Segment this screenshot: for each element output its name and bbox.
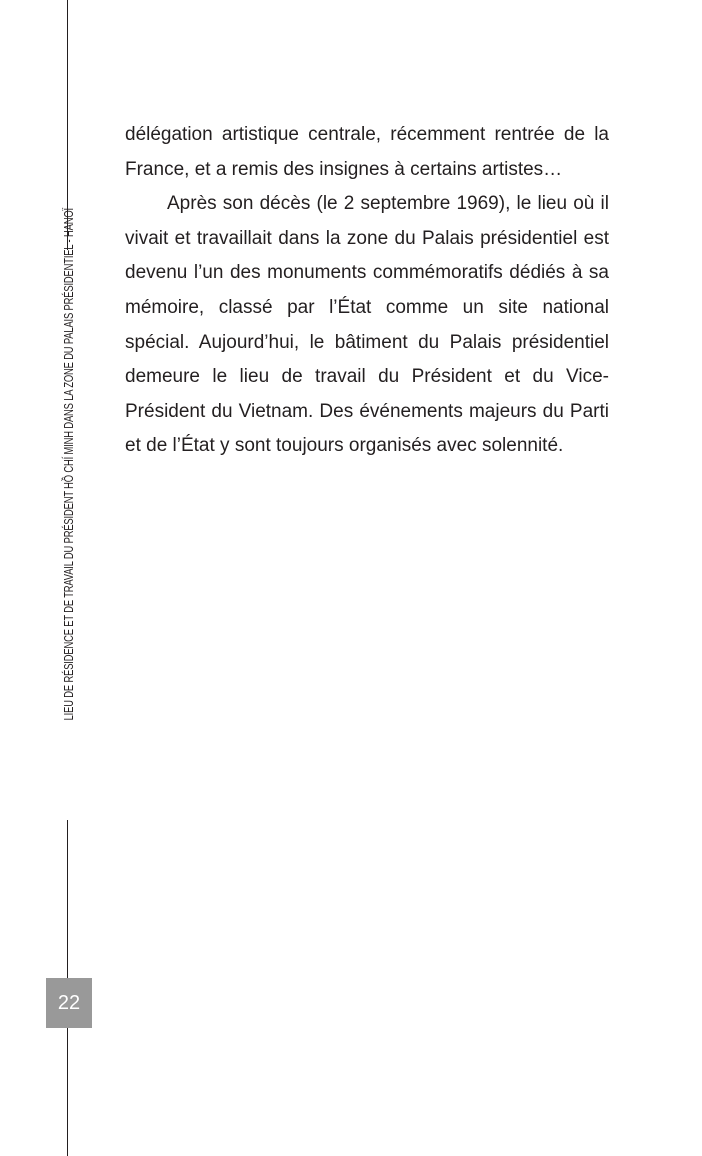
margin-rule-bottom bbox=[67, 1028, 68, 1156]
margin-rule-middle bbox=[67, 820, 68, 978]
running-title bbox=[60, 208, 76, 820]
paragraph: délégation artistique centrale, récemment rentrée de la France, et a remis des insignes à certains artistes… bbox=[125, 124, 609, 180]
running-title-text: LIEU DE RÉSIDENCE ET DE TRAVAIL DU PRÉSIDENT HỒ CHÍ MINH DANS LA ZONE DU PALAIS PRÉSIDENTIEL - HANOÏ bbox=[61, 208, 76, 721]
page-number: 22 bbox=[46, 978, 92, 1028]
paragraph: Après son décès (le 2 septembre 1969), le lieu où il vivait et travaillait dans la zone du Palais présidentiel est devenu l’un des monuments commémoratifs dédiés à sa mémoire, classé par l’État comme un site national spécial. Aujourd’hui, le bâtiment du Palais présidentiel demeure le lieu de travail du Président et du Vice-Président du Vietnam. Des événements majeurs du Parti et de l’État y sont toujours organisés avec solennité. bbox=[125, 193, 609, 457]
body-text bbox=[125, 118, 609, 464]
